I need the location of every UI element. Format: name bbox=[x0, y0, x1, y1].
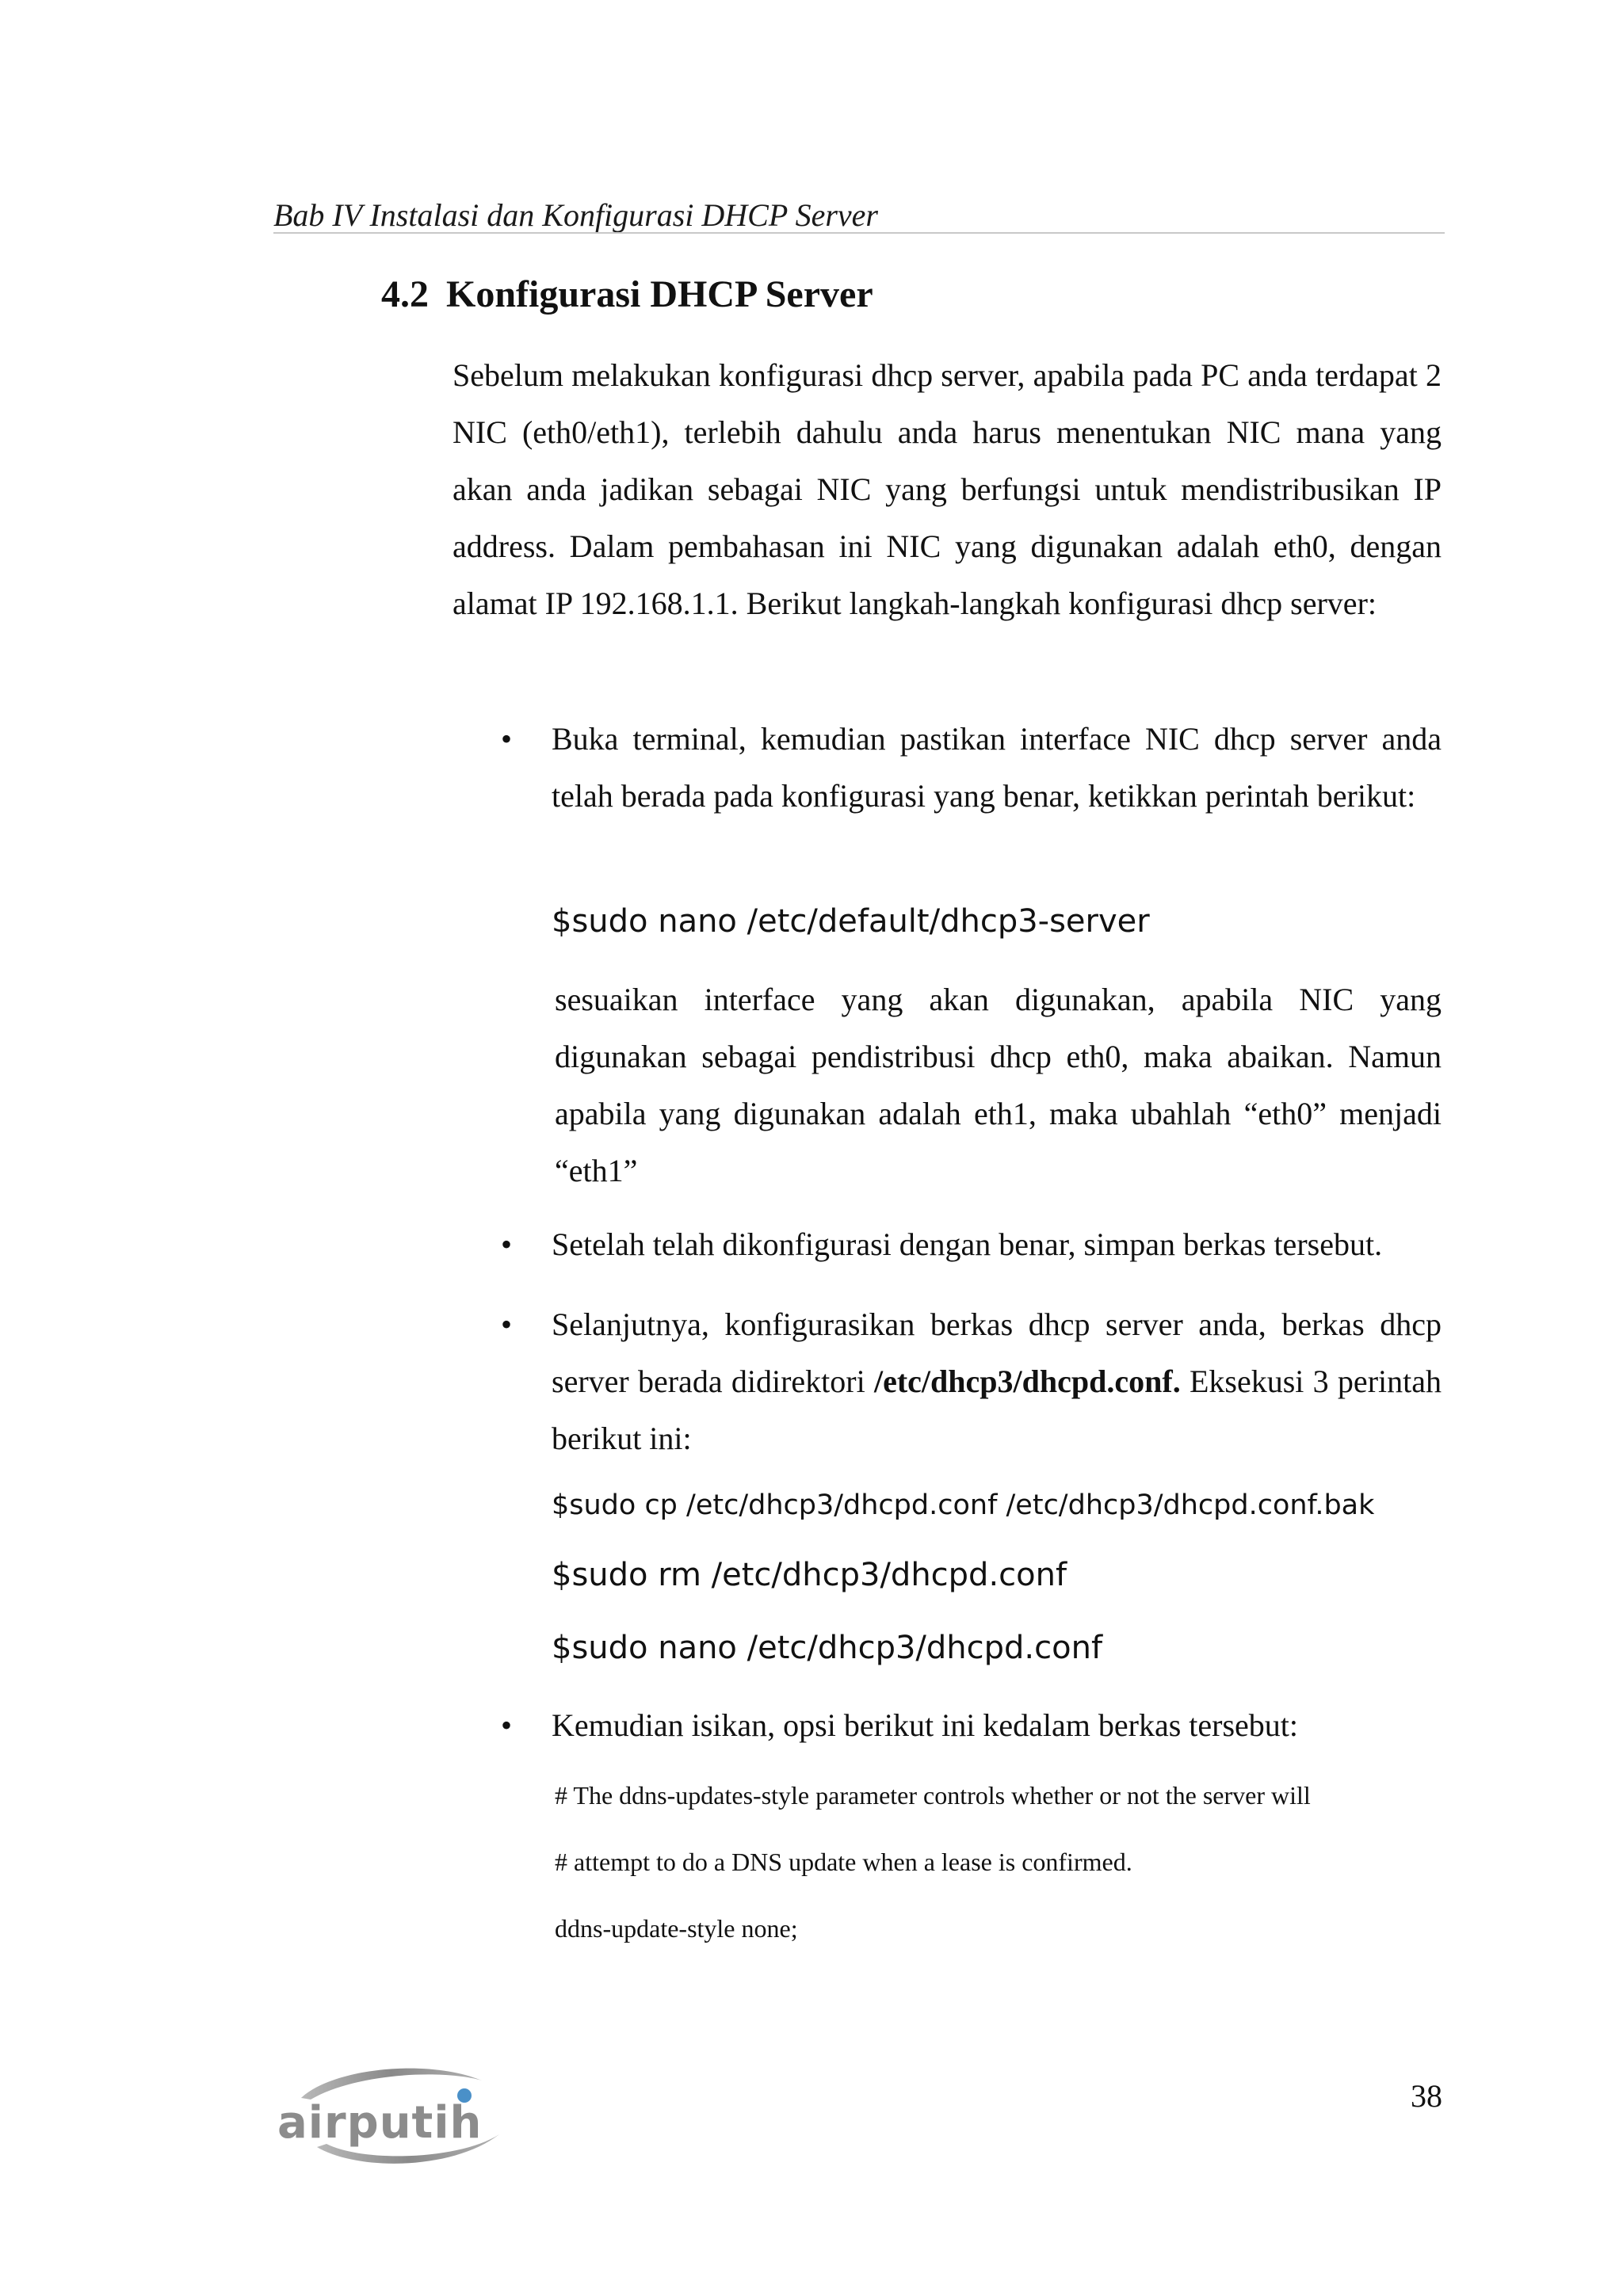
command-line: $sudo rm /etc/dhcp3/dhcpd.conf bbox=[552, 1557, 1067, 1593]
config-line: ddns-update-style none; bbox=[555, 1914, 798, 1943]
list-item-text-part: Eksekusi 3 perintah berikut ini: bbox=[552, 1363, 1442, 1456]
list-item-text: Kemudian isikan, opsi berikut ini kedalam berkas tersebut: bbox=[552, 1707, 1298, 1743]
logo-graphic bbox=[269, 2052, 523, 2171]
note-paragraph: sesuaikan interface yang akan digunakan, apabila NIC yang digunakan sebagai pendistribusi dhcp eth0, maka abaikan. Namun apabila yang digunakan adalah eth1, maka ubahlah “eth0” menjadi “eth1” bbox=[555, 982, 1442, 1188]
airputih-logo bbox=[269, 2052, 523, 2171]
section-title: Konfigurasi DHCP Server bbox=[446, 273, 873, 315]
bullet-marker: • bbox=[501, 1226, 513, 1262]
list-item bbox=[501, 711, 1442, 825]
header-rule bbox=[273, 232, 1445, 234]
list-item bbox=[501, 1216, 1442, 1273]
running-header: Bab IV Instalasi dan Konfigurasi DHCP Server bbox=[273, 197, 878, 233]
page-number: 38 bbox=[1411, 2078, 1442, 2114]
list-item bbox=[501, 1296, 1442, 1467]
command-line: $sudo nano /etc/default/dhcp3-server bbox=[552, 903, 1150, 940]
file-path: /etc/dhcp3/dhcpd.conf. bbox=[873, 1363, 1181, 1399]
section-number: 4.2 bbox=[381, 273, 429, 315]
list-item-text-part: Selanjutnya, konfigurasikan berkas dhcp server anda, berkas dhcp server berada didirektori bbox=[552, 1306, 1442, 1399]
bullet-marker: • bbox=[501, 721, 513, 757]
list-item-text: Buka terminal, kemudian pastikan interface NIC dhcp server anda telah berada pada konfigurasi yang benar, ketikkan perintah berikut: bbox=[552, 721, 1442, 814]
intro-paragraph: Sebelum melakukan konfigurasi dhcp server, apabila pada PC anda terdapat 2 NIC (eth0/eth1), terlebih dahulu anda harus menentukan NIC mana yang akan anda jadikan sebagai NIC yang berfungsi untuk mendistribusikan IP address. Dalam pembahasan ini NIC yang digunakan adalah eth0, dengan alamat IP 192.168.1.1. Berikut langkah-langkah konfigurasi dhcp server: bbox=[453, 357, 1442, 621]
command-line: $sudo cp /etc/dhcp3/dhcpd.conf /etc/dhcp3/dhcpd.conf.bak bbox=[552, 1489, 1375, 1521]
section-heading bbox=[381, 269, 873, 320]
config-line: # attempt to do a DNS update when a lease is confirmed. bbox=[555, 1848, 1132, 1876]
command-line: $sudo nano /etc/dhcp3/dhcpd.conf bbox=[552, 1630, 1103, 1666]
bullet-marker: • bbox=[501, 1707, 513, 1743]
logo-wordmark: airputih bbox=[277, 2097, 483, 2149]
list-item-text bbox=[552, 1296, 1442, 1467]
config-line: # The ddns-updates-style parameter controls whether or not the server will bbox=[555, 1781, 1311, 1810]
list-item-text: Setelah telah dikonfigurasi dengan benar, simpan berkas tersebut. bbox=[552, 1226, 1383, 1262]
list-item bbox=[501, 1697, 1442, 1754]
bullet-marker: • bbox=[501, 1306, 513, 1342]
